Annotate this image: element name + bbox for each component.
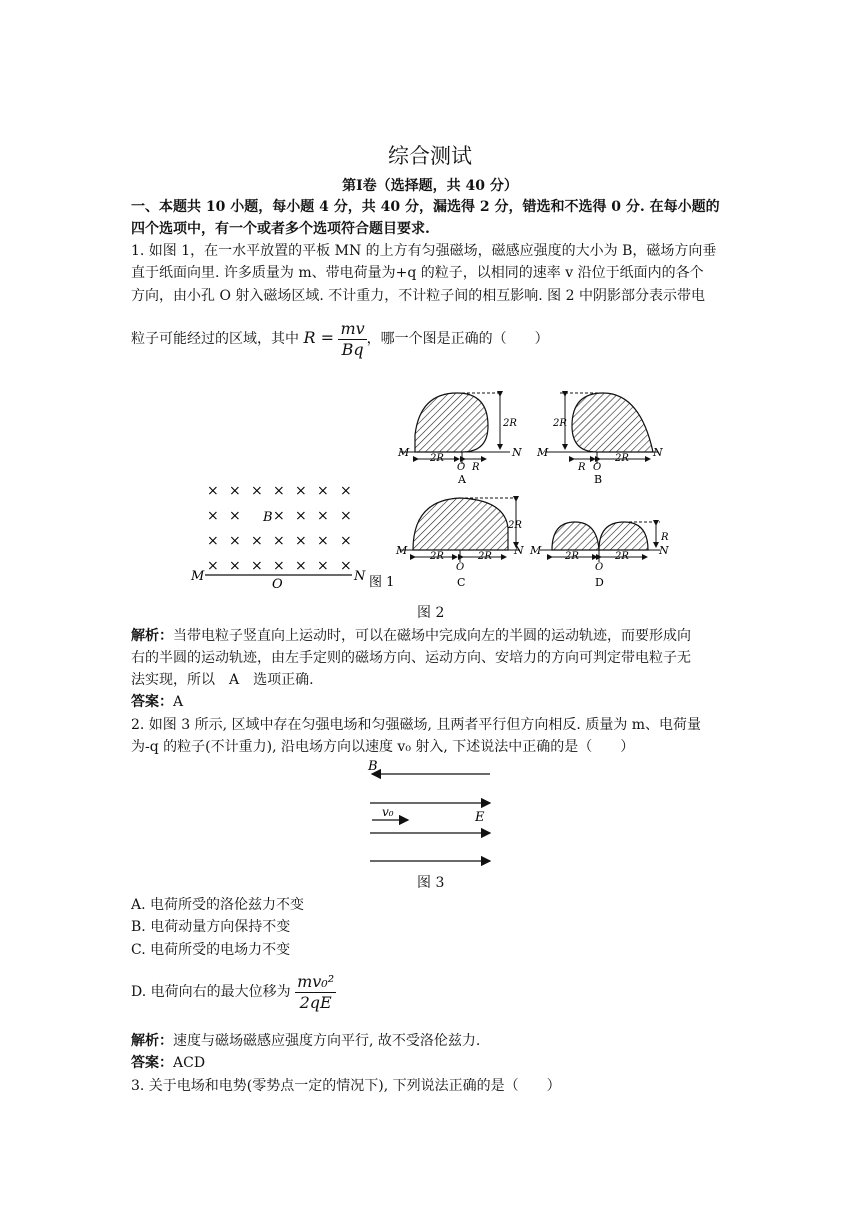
field-cross: ×: [295, 558, 307, 574]
option-c-diagram: [395, 498, 524, 589]
field-cross: ×: [207, 533, 219, 549]
opt-d-caption: D: [595, 576, 604, 589]
opt-d-label-m: M: [530, 544, 542, 557]
option-a-diagram: [397, 393, 522, 486]
fig3-label-b: B: [368, 759, 378, 774]
q2-option-d-numerator: mv₀²: [297, 971, 335, 991]
q1-line-4: [131, 318, 731, 360]
opt-a-label-2r-v: 2R: [503, 418, 517, 429]
q1-analysis-3: 法实现，所以 A 选项正确.: [131, 672, 314, 688]
opt-d-label-2r-b: 2R: [615, 551, 629, 562]
q2-answer: [131, 1052, 731, 1074]
part-heading: 第Ⅰ卷（选择题，共 40 分）: [342, 178, 518, 194]
opt-a-label-o: O: [457, 462, 466, 473]
opt-a-label-2r: 2R: [430, 453, 444, 464]
opt-c-label-n: N: [514, 544, 524, 557]
q2-line-2: 为-q 的粒子(不计重力), 沿电场方向以速度 v₀ 射入, 下述说法中正确的是（ ）: [131, 739, 635, 755]
opt-b-label-2r: 2R: [615, 453, 629, 464]
q2-answer-value: ACD: [173, 1055, 206, 1071]
q1-answer-label: 答案：: [131, 694, 173, 710]
opt-c-label-o: O: [456, 562, 465, 573]
field-cross: ×: [317, 558, 329, 574]
q2-option-b: B. 电荷动量方向保持不变: [131, 919, 291, 935]
page-title: 综合测试: [388, 144, 472, 168]
q1-line-2: 直于纸面向里. 许多质量为 m、带电荷量为+q 的粒子，以相同的速率 v 沿位于纸面内的各个: [131, 265, 704, 281]
q3-line-1: 3. 关于电场和电势(零势点一定的情况下), 下列说法正确的是（ ）: [131, 1078, 561, 1094]
field-cross: ×: [295, 483, 307, 499]
formula-lhs: R =: [303, 328, 334, 347]
opt-a-label-r: R: [472, 462, 480, 473]
opt-a-caption: A: [458, 473, 466, 486]
q2-option-d-denominator: 2qE: [299, 992, 332, 1012]
formula-numerator: mv: [340, 318, 365, 338]
q1-line-4-text-b: ，哪一个图是正确的（ ）: [366, 331, 549, 347]
fig3-label-e: E: [475, 810, 485, 825]
field-cross: ×: [317, 508, 329, 524]
magnetic-field-crosses: [207, 483, 352, 574]
q1-answer-value: A: [173, 694, 184, 710]
field-cross: ×: [273, 533, 285, 549]
q1-line-1: 1. 如图 1，在一水平放置的平板 MN 的上方有匀强磁场，磁感应强度的大小为 B，磁场方向垂: [131, 243, 717, 259]
field-cross: ×: [229, 508, 241, 524]
field-cross: ×: [251, 533, 263, 549]
field-cross: ×: [273, 483, 285, 499]
opt-d-label-o: O: [595, 562, 604, 573]
opt-a-label-n: N: [512, 446, 522, 459]
fig1-label-m: M: [191, 569, 205, 584]
opt-b-label-r: R: [578, 462, 586, 473]
field-cross: ×: [295, 508, 307, 524]
opt-c-label-2r-b: 2R: [478, 551, 492, 562]
fig2-caption: 图 2: [417, 605, 445, 621]
opt-c-label-2r-v: 2R: [508, 520, 522, 531]
opt-b-caption: B: [594, 473, 603, 486]
section-heading-line-1: 一、本题共 10 小题，每小题 4 分，共 40 分，漏选得 2 分，错选和不选得 0 分. 在每小题的: [131, 199, 720, 215]
q1-line-3: 方向，由小孔 O 射入磁场区域. 不计重力，不计粒子间的相互影响. 图 2 中阴影部分表示带电: [131, 288, 705, 304]
fig3-label-v0: v₀: [382, 805, 394, 819]
opt-c-label-m: M: [396, 544, 408, 557]
q1-analysis-2: 右的半圆的运动轨迹，由左手定则的磁场方向、运动方向、安培力的方向可判定带电粒子无: [131, 650, 691, 666]
field-cross: ×: [317, 533, 329, 549]
opt-c-label-2r-a: 2R: [430, 551, 444, 562]
field-cross: ×: [340, 533, 352, 549]
field-cross: ×: [229, 558, 241, 574]
q1-answer: [131, 691, 731, 713]
opt-b-label-m: M: [537, 446, 549, 459]
q1-analysis-label: 解析：: [131, 628, 173, 644]
opt-b-label-2r-v: 2R: [553, 418, 567, 429]
field-cross: ×: [340, 483, 352, 499]
q2-analysis-label: 解析：: [131, 1033, 173, 1049]
q2-option-d-fraction: [295, 972, 336, 1013]
q2-line-1: 2. 如图 3 所示, 区域中存在匀强电场和匀强磁场, 且两者平行但方向相反. 质量为 m、电荷量: [131, 717, 702, 733]
option-d-diagram: [529, 522, 669, 589]
formula-denominator: Bq: [341, 339, 364, 359]
opt-a-label-m: M: [398, 446, 410, 459]
q2-analysis: [131, 1030, 731, 1052]
field-cross: ×: [295, 533, 307, 549]
q2-option-d: [131, 970, 731, 1014]
field-cross: ×: [251, 558, 263, 574]
formula-fraction: [338, 319, 366, 360]
option-b-diagram: [536, 393, 663, 486]
q2-analysis-text: 速度与磁场磁感应强度方向平行, 故不受洛伦兹力.: [173, 1033, 481, 1049]
opt-d-label-2r-a: 2R: [565, 551, 579, 562]
q2-option-d-prefix: D. 电荷向右的最大位移为: [131, 984, 291, 1000]
opt-c-caption: C: [457, 576, 466, 589]
opt-b-label-o: O: [593, 462, 602, 473]
field-cross: ×: [340, 508, 352, 524]
q2-answer-label: 答案：: [131, 1055, 173, 1071]
q2-option-a: A. 电荷所受的洛伦兹力不变: [131, 897, 305, 913]
figure-3: [360, 758, 500, 868]
field-cross: ×: [207, 483, 219, 499]
field-cross: ×: [251, 483, 263, 499]
field-cross: ×: [273, 508, 285, 524]
opt-d-label-r: R: [661, 532, 669, 543]
field-cross: ×: [229, 533, 241, 549]
field-cross: ×: [273, 558, 285, 574]
fig3-caption: 图 3: [417, 875, 445, 891]
fig1-label-o: O: [272, 577, 283, 592]
q1-analysis-1: [131, 625, 731, 647]
fig1-caption: 图 1: [369, 575, 395, 590]
field-cross: ×: [229, 483, 241, 499]
field-cross: ×: [207, 508, 219, 524]
q2-option-c: C. 电荷所受的电场力不变: [131, 942, 291, 958]
field-cross: ×: [207, 558, 219, 574]
figures-1-2: [0, 380, 860, 620]
fig1-label-b: B: [263, 510, 273, 525]
q1-analysis-text-1: 当带电粒子竖直向上运动时，可以在磁场中完成向左的半圆的运动轨迹，而要形成向: [173, 628, 691, 644]
field-cross: ×: [340, 558, 352, 574]
field-cross: ×: [317, 483, 329, 499]
opt-d-label-n: N: [659, 544, 669, 557]
opt-b-label-n: N: [653, 446, 663, 459]
section-heading-line-2: 四个选项中，有一个或者多个选项符合题目要求.: [131, 221, 430, 237]
q1-line-4-text-a: 粒子可能经过的区域，其中: [131, 331, 304, 347]
fig1-label-n: N: [354, 569, 366, 584]
